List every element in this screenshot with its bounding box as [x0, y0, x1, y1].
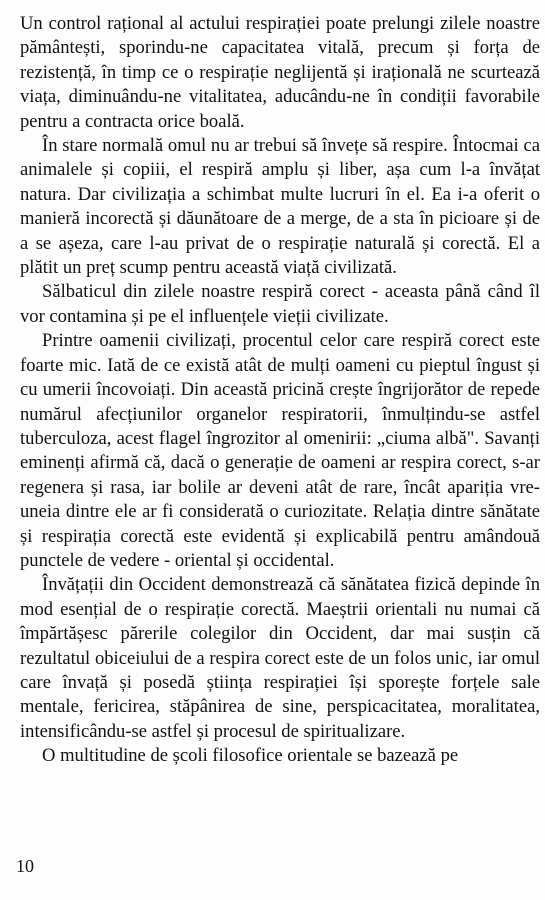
- page-number: 10: [16, 856, 34, 876]
- paragraph-1: Un control rațional al actului respirației poate prelungi zilele noastre pământești, sporindu-ne capacitatea vitală, precum și forța de rezistență, în timp ce o respirație neglijentă și irațională ne scurtează viața, diminuându-ne vitalitatea, aducându-ne în condiții favorabile pentru a contracta orice boală.: [20, 13, 540, 132]
- paragraph-3: Sălbaticul din zilele noastre respiră corect - aceasta până când îl vor contamina și pe el influențele vieții civilizate.: [20, 281, 540, 327]
- body-text: [20, 12, 540, 769]
- paragraph-5: Învățații din Occident demonstrează că sănătatea fizică depinde în mod esențial de o respirație corectă. Maeștrii orientali nu numai că împărtășesc părerile colegilor din Occident, dar mai susțin că rezultatul obiceiului de a respira corect este de un folos unic, iar omul care învață și posedă știința respirației își sporește forțele sale mentale, fericirea, stăpânirea de sine, perspicacitatea, moralitatea, intensificându-se astfel și procesul de spiritualizare.: [20, 574, 540, 742]
- paragraph-6: O multitudine de școli filosofice orientale se bazează pe: [42, 745, 459, 767]
- paragraph-4: Printre oamenii civilizați, procentul celor care respiră corect este foarte mic. Iată de ce există atât de mulți oameni cu pieptul îngust și cu umerii încovoiați. Din această pricină crește îngrijorător de repede numărul afecțiunilor organelor respiratorii, înmulțindu-se astfel tuberculoza, acest flagel îngrozitor al omenirii: „ciuma albă". Savanți eminenți afirmă că, dacă o generație de oameni ar respira corect, s-ar regenera și rasa, iar bolile ar deveni atât de rare, încât apariția vreuneia dintre ele ar fi considerată o curiozitate. Relația dintre sănătate și respirația corectă este evidentă și explicabilă pentru amândouă punctele de vedere - oriental și occidental.: [20, 330, 540, 571]
- paragraph-2: În stare normală omul nu ar trebui să învețe să respire. Întocmai ca animalele și copiii, el respiră amplu și liber, așa cum l-a învățat natura. Dar civilizația a schimbat multe lucruri în el. Ea i-a oferit o manieră incorectă și dăunătoare de a merge, de a sta în picioare și de a se așeza, care l-au privat de o respirație naturală și corectă. El a plătit un preț scump pentru această viață civilizată.: [20, 135, 540, 279]
